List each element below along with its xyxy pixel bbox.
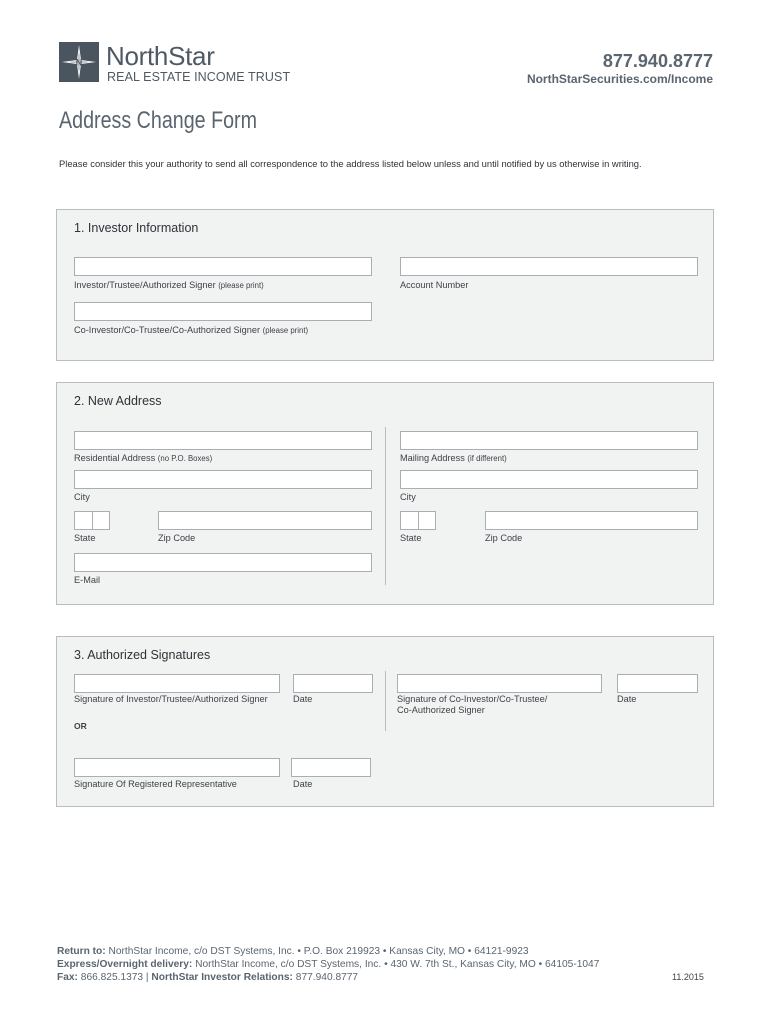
account-number-label: Account Number [400, 280, 469, 290]
form-version-date: 11.2015 [672, 972, 704, 982]
residential-address-label: Residential Address (no P.O. Boxes) [74, 453, 213, 463]
residential-city-label: City [74, 492, 90, 502]
representative-signature-field[interactable] [74, 758, 280, 777]
residential-address-field[interactable] [74, 431, 372, 450]
account-number-field[interactable] [400, 257, 698, 276]
page-title: Address Change Form [59, 107, 257, 134]
email-field[interactable] [74, 553, 372, 572]
representative-signature-label: Signature Of Registered Representative [74, 779, 237, 789]
investor-signature-label: Signature of Investor/Trustee/Authorized Signer [74, 694, 268, 704]
residential-state-label: State [74, 533, 96, 543]
footer-contact: Fax: 866.825.1373 | NorthStar Investor Relations: 877.940.8777 [57, 972, 359, 983]
intro-text: Please consider this your authority to send all correspondence to the address listed below unless and until notified by us otherwise in writing. [59, 158, 642, 169]
residential-city-field[interactable] [74, 470, 372, 489]
coinvestor-date-label: Date [617, 694, 637, 704]
investor-signature-field[interactable] [74, 674, 280, 693]
mailing-city-label: City [400, 492, 416, 502]
state-box-divider [418, 512, 419, 529]
representative-date-label: Date [293, 779, 313, 789]
header-website: NorthStarSecurities.com/Income [526, 72, 713, 86]
logo-subtitle: REAL ESTATE INCOME TRUST [107, 70, 291, 84]
header-phone: 877.940.8777 [602, 51, 713, 71]
footer-return-address: Return to: NorthStar Income, c/o DST Systems, Inc. • P.O. Box 219923 • Kansas City, MO • 64121-9923 [57, 946, 529, 957]
section-authorized-signatures [56, 636, 714, 807]
section-new-address [56, 382, 714, 605]
coinvestor-signature-label: Signature of Co-Investor/Co-Trustee/ Co-Authorized Signer [397, 694, 548, 715]
representative-date-field[interactable] [291, 758, 371, 777]
section-title: 2. New Address [74, 394, 162, 408]
coinvestor-name-label: Co-Investor/Co-Trustee/Co-Authorized Signer (please print) [74, 325, 309, 335]
investor-name-field[interactable] [74, 257, 372, 276]
mailing-state-label: State [400, 533, 422, 543]
mailing-zip-label: Zip Code [485, 533, 523, 543]
section-title: 3. Authorized Signatures [74, 648, 211, 662]
footer-express-address: Express/Overnight delivery: NorthStar Income, c/o DST Systems, Inc. • 430 W. 7th St., Kansas City, MO • 64105-1047 [57, 959, 600, 970]
northstar-logo-icon [59, 42, 99, 82]
mailing-zip-field[interactable] [485, 511, 698, 530]
section-investor-information [56, 209, 714, 361]
section-title: 1. Investor Information [74, 221, 199, 235]
residential-state-field[interactable] [74, 511, 110, 530]
state-box-divider [92, 512, 93, 529]
coinvestor-name-field[interactable] [74, 302, 372, 321]
svg-text:N: N [75, 57, 83, 68]
residential-zip-field[interactable] [158, 511, 372, 530]
investor-date-label: Date [293, 694, 313, 704]
coinvestor-date-field[interactable] [617, 674, 698, 693]
email-label: E-Mail [74, 575, 101, 585]
logo-name: NorthStar [106, 41, 215, 71]
column-divider [385, 671, 386, 731]
column-divider [385, 427, 386, 585]
residential-zip-label: Zip Code [158, 533, 196, 543]
mailing-city-field[interactable] [400, 470, 698, 489]
investor-date-field[interactable] [293, 674, 373, 693]
mailing-state-field[interactable] [400, 511, 436, 530]
investor-name-label: Investor/Trustee/Authorized Signer (please print) [74, 280, 264, 290]
mailing-address-field[interactable] [400, 431, 698, 450]
or-separator: OR [74, 721, 87, 731]
mailing-address-label: Mailing Address (if different) [400, 453, 507, 463]
coinvestor-signature-field[interactable] [397, 674, 602, 693]
